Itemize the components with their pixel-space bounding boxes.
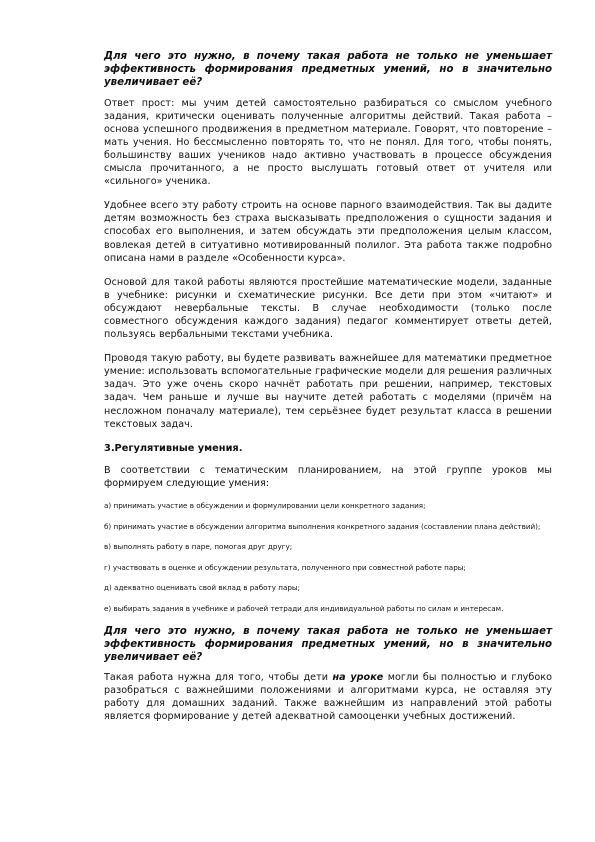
paragraph-conclusion	[104, 671, 552, 723]
list-item: е) выбирать задания в учебнике и рабочей тетради для индивидуальной работы по силам и интересам.	[104, 603, 504, 613]
paragraph-answer: Ответ прост: мы учим детей самостоятельно разбираться со смыслом учебного задания, критически оценивать полученные алгоритмы действий. Такая работа – основа успешного продвижения в предметном материале. Говорят, что повторение – мать учения. Но бессмысленно повторять то, что не понял. Для того, чтобы понять, большинству ваших учеников надо активно участвовать в процессе обсуждения смысла прочитанного, а не просто выслушать готовый ответ от учителя или «сильного» ученика.	[104, 97, 552, 188]
question-heading-2: Для чего это нужно, в почему такая работа не только не уменьшает эффективность формирования предметных умений, но в значительно увеличивает её?	[104, 625, 552, 663]
paragraph-planning: В соответствии с тематическим планированием, на этой группе уроков мы формируем следующие умения:	[104, 464, 552, 489]
emphasis-on-lesson: на уроке	[332, 672, 384, 684]
paragraph-models: Основой для такой работы являются простейшие математические модели, заданные в учебнике: рисунки и схематические рисунки. Все дети при этом «читают» и обсуждают невербальные тексты. В случае необходимости (только после совместного обсуждения каждого задания) педагог комментирует ответы детей, пользуясь вербальными текстами учебника.	[104, 276, 552, 341]
paragraph-skills: Проводя такую работу, вы будете развивать важнейшее для математики предметное умение: использовать вспомогательные графические модели для решения различных задач. Это уже очень скоро начнёт работать при решении, например, текстовых задач. Чем раньше и лучше вы научите детей работать с моделями (причём на несложном поначалу материале), тем серьёзнее будет результат класса в решении текстовых задач.	[104, 353, 552, 430]
list-item: в) выполнять работу в паре, помогая друг другу;	[104, 542, 293, 552]
document-page	[104, 50, 552, 735]
conclusion-text-end: могли бы полностью и глубоко разобраться с важнейшими положениями и алгоритмами курса, не оставляя эту работу для домашних заданий. Также важнейшим из направлений этой работы является формирование у детей адекватной самооценки учебных достижений.	[104, 672, 553, 723]
list-item: а) принимать участие в обсуждении и формулировании цели конкретного задания;	[104, 500, 426, 510]
section-heading: 3.Регулятивные умения.	[104, 442, 243, 454]
list-item: г) участвовать в оценке и обсуждении результата, полученного при совместной работе пары;	[104, 562, 466, 572]
paragraph-pair-work: Удобнее всего эту работу строить на основе парного взаимодействия. Так вы дадите детям возможность без страха высказывать предположения о сущности задания и способах его выполнения, и затем обсуждать эти предположения целым классом, вовлекая детей в ситуативно мотивированный полилог. Эта работа также подробно описана нами в разделе «Особенности курса».	[104, 200, 552, 264]
question-heading: Для чего это нужно, в почему такая работа не только не уменьшает эффективность формирования предметных умений, но в значительно увеличивает её?	[104, 51, 552, 89]
conclusion-text-start: Такая работа нужна для того, чтобы дети	[104, 672, 333, 684]
list-item: д) адекватно оценивать свой вклад в работу пары;	[104, 583, 301, 593]
list-item: б) принимать участие в обсуждении алгоритма выполнения конкретного задания (составлении плана действий);	[104, 521, 541, 531]
